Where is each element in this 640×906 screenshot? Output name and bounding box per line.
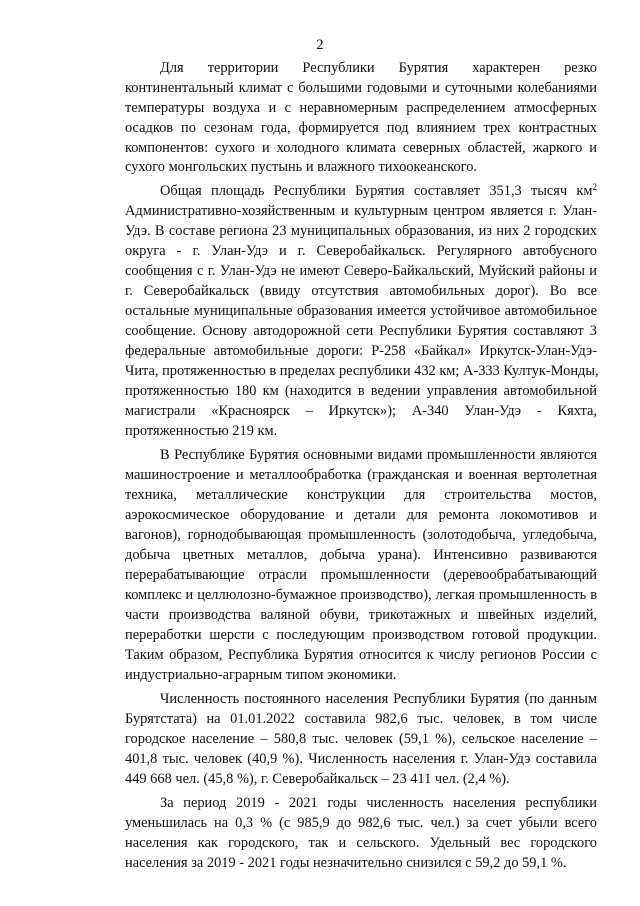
text-line: За период 2019 - 2021 годы численность населения республики: [160, 795, 597, 811]
text-line: 401,8 тыс. человек (40,9 %). Численность населения г. Улан-Удэ составила: [125, 751, 597, 767]
text-line: перерабатывающие отрасли промышленности (деревообрабатывающий: [125, 567, 597, 583]
text-line: 449 668 чел. (45,8 %), г. Северобайкальск – 23 411 чел. (2,4 %).: [125, 771, 510, 787]
text-line: компонентов: сухого и холодного климата северных областей, жаркого и: [125, 140, 597, 156]
text-line: Таким образом, Республика Бурятия относится к числу регионов России с: [125, 647, 597, 663]
text-line: протяженностью 219 км.: [125, 423, 278, 439]
text-line: температуры воздуха и с неравномерным распределением атмосферных: [125, 100, 597, 116]
text-line: добыча цветных металлов, добыча урана). Интенсивно развиваются: [125, 547, 597, 563]
text-line: Для территории Республики Бурятия характерен резко: [160, 60, 597, 76]
text-line: Бурятстата) на 01.01.2022 составила 982,6 тыс. человек, в том числе: [125, 711, 597, 727]
text-line: части производства валяной обуви, трикотажных и швейных изделий,: [125, 607, 597, 623]
page-number: 2: [316, 37, 324, 53]
text-line: техника, металлические конструкции для строительства мостов,: [125, 487, 597, 503]
text-line: населения за 2019 - 2021 годы незначительно снизился с 59,2 до 59,1 %.: [125, 855, 567, 871]
text-line: Чита, протяженностью в пределах республики 432 км; А-333 Култук-Монды,: [125, 363, 599, 379]
text-line: сухого монгольских пустынь и влажного тихоокеанского.: [125, 159, 477, 175]
text-line: населения как городского, так и сельского. Удельный вес городского: [125, 835, 597, 851]
text-line: индустриально-аграрным типом экономики.: [125, 667, 397, 683]
text-line: магистрали «Красноярск – Иркутск»); А-340 Улан-Удэ - Кяхта,: [125, 403, 597, 419]
text-line: машиностроение и металлообработка (гражданская и военная вертолетная: [125, 467, 597, 483]
text-line: сообщения с г. Улан-Удэ не имеют Северо-Байкальский, Муйский районы и: [125, 263, 597, 279]
text-line: Численность постоянного населения Республики Бурятия (по данным: [160, 691, 597, 707]
superscript-unit: 2: [592, 182, 597, 192]
text-line: Административно-хозяйственным и культурным центром является г. Улан-: [125, 203, 597, 219]
text-line: комплекс и целлюлозно-бумажное производство), легкая промышленность в: [125, 587, 597, 603]
text-line: аэрокосмическое оборудование и детали для ремонта локомотивов и: [125, 507, 597, 523]
text-line: округа - г. Улан-Удэ и г. Северобайкальск. Регулярного автобусного: [125, 243, 597, 259]
text-line: г. Северобайкальск (ввиду отсутствия автомобильных дорог). Во все: [125, 283, 597, 299]
text-line: сообщение. Основу автодорожной сети Республики Бурятия составляют 3: [125, 323, 597, 339]
text-line: уменьшилась на 0,3 % (с 985,9 до 982,6 тыс. чел.) за счет убыли всего: [125, 815, 597, 831]
text-line: осадков по сезонам года, формируется под влиянием трех контрастных: [125, 120, 597, 136]
text-line: городское население – 580,8 тыс. человек (59,1 %), сельское население –: [125, 731, 597, 747]
text-line: протяженностью 180 км (находится в ведении управления автомобильной: [125, 383, 597, 399]
text-line: В Республике Бурятия основными видами промышленности являются: [160, 447, 597, 463]
text-line: федеральные автомобильные дороги: Р-258 «Байкал» Иркутск-Улан-Удэ-: [125, 343, 597, 359]
text-line: континентальный климат с большими годовыми и суточными колебаниями: [125, 80, 597, 96]
text-line: остальные муниципальные образования имеется устойчивое автомобильное: [125, 303, 597, 319]
text-line: Удэ. В составе региона 23 муниципальных образования, из них 2 городских: [125, 223, 597, 239]
text-segment: Общая площадь Республики Бурятия составляет 351,3 тысяч км: [160, 183, 593, 199]
text-line: вагонов), горнодобывающая промышленность (золотодобыча, угледобыча,: [125, 527, 597, 543]
text-line: переработки шерсти с последующим производством готовой продукции.: [125, 627, 597, 643]
text-line-with-superscript: [160, 181, 597, 201]
